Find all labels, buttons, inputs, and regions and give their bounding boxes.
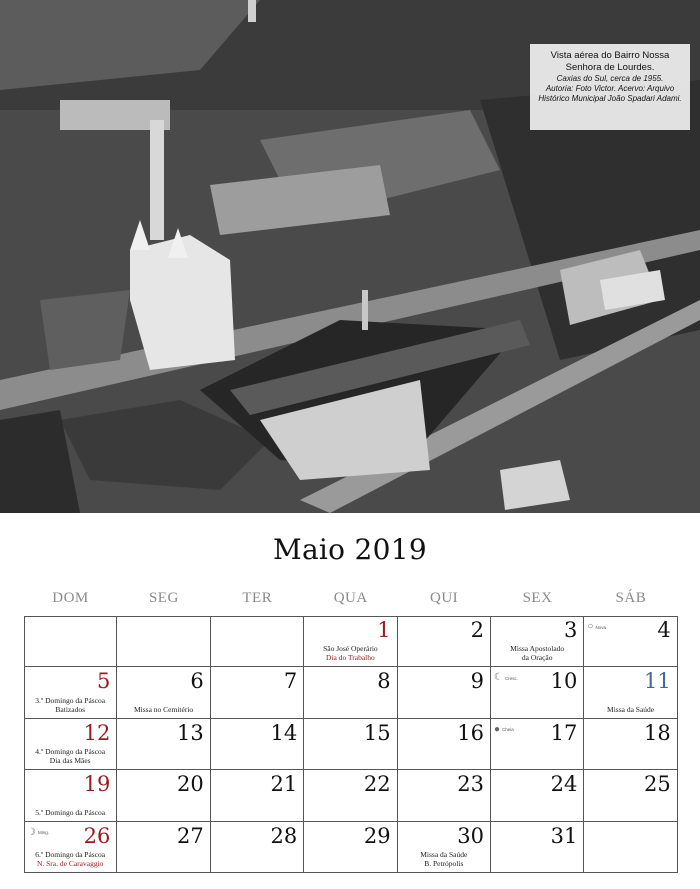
holiday-text: Dia do Trabalho <box>326 653 375 663</box>
day-cell-4 <box>584 616 677 667</box>
day-events <box>26 696 114 714</box>
day-events <box>26 747 114 765</box>
day-cell-30 <box>398 822 491 873</box>
day-cell-9 <box>398 667 491 718</box>
caption-place: Caxias do Sul, cerca de 1955. <box>556 74 664 83</box>
moon-phase-label: Ming. <box>37 830 49 836</box>
event-text: 4.º Domingo da Páscoa <box>35 747 106 757</box>
day-number: 26 <box>83 823 111 848</box>
event-text: Dia das Mães <box>49 756 91 766</box>
event-text: Missa Apostolado <box>510 644 565 654</box>
weekday-header-qua: QUA <box>333 590 368 606</box>
day-number: 11 <box>644 669 671 694</box>
day-number: 4 <box>657 618 671 642</box>
day-cell-3 <box>491 616 584 667</box>
day-number: 16 <box>457 720 484 745</box>
day-number: 6 <box>190 669 204 694</box>
day-events <box>306 644 394 662</box>
event-text: B. Petrópolis <box>424 858 464 868</box>
day-number: 13 <box>177 720 204 745</box>
day-cell-5 <box>24 667 117 718</box>
day-number: 30 <box>457 823 484 848</box>
day-cell-22 <box>304 770 397 821</box>
event-text: da Oração <box>521 653 553 663</box>
day-number: 28 <box>270 823 298 848</box>
day-cell-26 <box>24 822 117 873</box>
weekday-header-ter: TER <box>242 590 273 606</box>
day-cell-27 <box>117 822 210 873</box>
day-number: 24 <box>550 772 578 797</box>
day-number: 12 <box>83 720 111 745</box>
day-cell-28 <box>211 822 304 873</box>
photo-caption <box>530 44 690 130</box>
day-cell-25 <box>584 770 677 821</box>
day-cell-17 <box>491 719 584 770</box>
event-text: 6.º Domingo da Páscoa <box>35 849 106 859</box>
moon-phase <box>494 673 518 683</box>
day-number: 20 <box>177 772 204 797</box>
event-text: São José Operário <box>323 644 378 654</box>
day-events <box>493 644 581 662</box>
day-number: 17 <box>550 720 578 745</box>
day-number: 14 <box>270 720 298 745</box>
day-cell-6 <box>117 667 210 718</box>
day-cell-7 <box>211 667 304 718</box>
day-cell-1 <box>304 616 397 667</box>
day-number: 29 <box>363 823 391 848</box>
day-cell-24 <box>491 770 584 821</box>
day-cell-19 <box>24 770 117 821</box>
moon-phase-label: Nova <box>595 624 606 630</box>
day-cell-21 <box>211 770 304 821</box>
day-cell-8 <box>304 667 397 718</box>
caption-credit: Autoria: Foto Victor. Acervo: Arquivo Histórico Municipal João Spadari Adami. <box>538 84 682 103</box>
moon-phase <box>27 828 49 838</box>
day-number: 22 <box>363 772 391 797</box>
day-cell-11 <box>584 667 677 718</box>
weekday-header-sáb: SÁB <box>615 590 647 606</box>
day-cell-2 <box>398 616 491 667</box>
moon-phase-icon: ● <box>494 723 501 735</box>
day-cell-29 <box>304 822 397 873</box>
event-text: Missa da Saúde <box>420 849 468 859</box>
event-text: Missa no Cemitério <box>134 704 194 714</box>
day-number: 25 <box>644 772 671 797</box>
day-cell-23 <box>398 770 491 821</box>
day-number: 15 <box>363 720 391 745</box>
day-number: 7 <box>283 669 298 694</box>
moon-phase-icon: ☾ <box>494 672 503 684</box>
day-cell-18 <box>584 719 677 770</box>
day-number: 23 <box>457 772 484 797</box>
caption-title: Vista aérea do Bairro Nossa Senhora de Lourdes. <box>550 50 670 73</box>
day-events <box>26 808 114 817</box>
event-text: 3.º Domingo da Páscoa <box>35 695 106 705</box>
day-number: 10 <box>550 669 578 694</box>
day-number: 8 <box>377 669 391 694</box>
moon-phase <box>494 725 514 735</box>
empty-day-cell <box>117 616 210 667</box>
day-events <box>26 850 114 868</box>
day-cell-13 <box>117 719 210 770</box>
moon-phase-label: Cresc. <box>504 675 518 681</box>
empty-day-cell <box>24 616 117 667</box>
moon-phase-icon: ☽ <box>27 826 36 838</box>
day-cell-16 <box>398 719 491 770</box>
day-cell-31 <box>491 822 584 873</box>
day-number: 31 <box>550 823 578 848</box>
weekday-header-seg: SEG <box>148 590 179 606</box>
empty-day-cell <box>584 822 677 873</box>
day-cell-12 <box>24 719 117 770</box>
weekday-header-sex: SEX <box>522 590 553 606</box>
day-number: 19 <box>83 772 111 797</box>
day-events <box>400 850 488 868</box>
day-number: 21 <box>270 772 298 797</box>
moon-phase <box>587 622 606 632</box>
empty-day-cell <box>211 616 304 667</box>
event-text: Missa da Saúde <box>607 704 655 714</box>
day-events <box>586 705 674 714</box>
day-number: 18 <box>644 720 671 745</box>
day-number: 1 <box>377 618 391 642</box>
day-cell-15 <box>304 719 397 770</box>
moon-phase-icon: ○ <box>587 621 594 632</box>
calendar-grid <box>24 616 678 873</box>
day-number: 9 <box>470 669 484 694</box>
event-text: Batizados <box>55 704 85 714</box>
holiday-text: N. Sra. de Caravaggio <box>36 858 104 868</box>
day-cell-20 <box>117 770 210 821</box>
day-number: 5 <box>97 669 111 694</box>
calendar-title: Maio 2019 <box>272 533 428 566</box>
weekday-header-dom: DOM <box>52 590 89 606</box>
day-number: 2 <box>470 618 484 642</box>
event-text: 5.º Domingo da Páscoa <box>35 807 106 817</box>
moon-phase-label: Cheia <box>502 727 514 733</box>
day-cell-14 <box>211 719 304 770</box>
day-number: 27 <box>177 823 204 848</box>
weekday-header-qui: QUI <box>430 590 459 606</box>
day-events <box>119 705 207 714</box>
day-cell-10 <box>491 667 584 718</box>
day-number: 3 <box>564 618 578 642</box>
